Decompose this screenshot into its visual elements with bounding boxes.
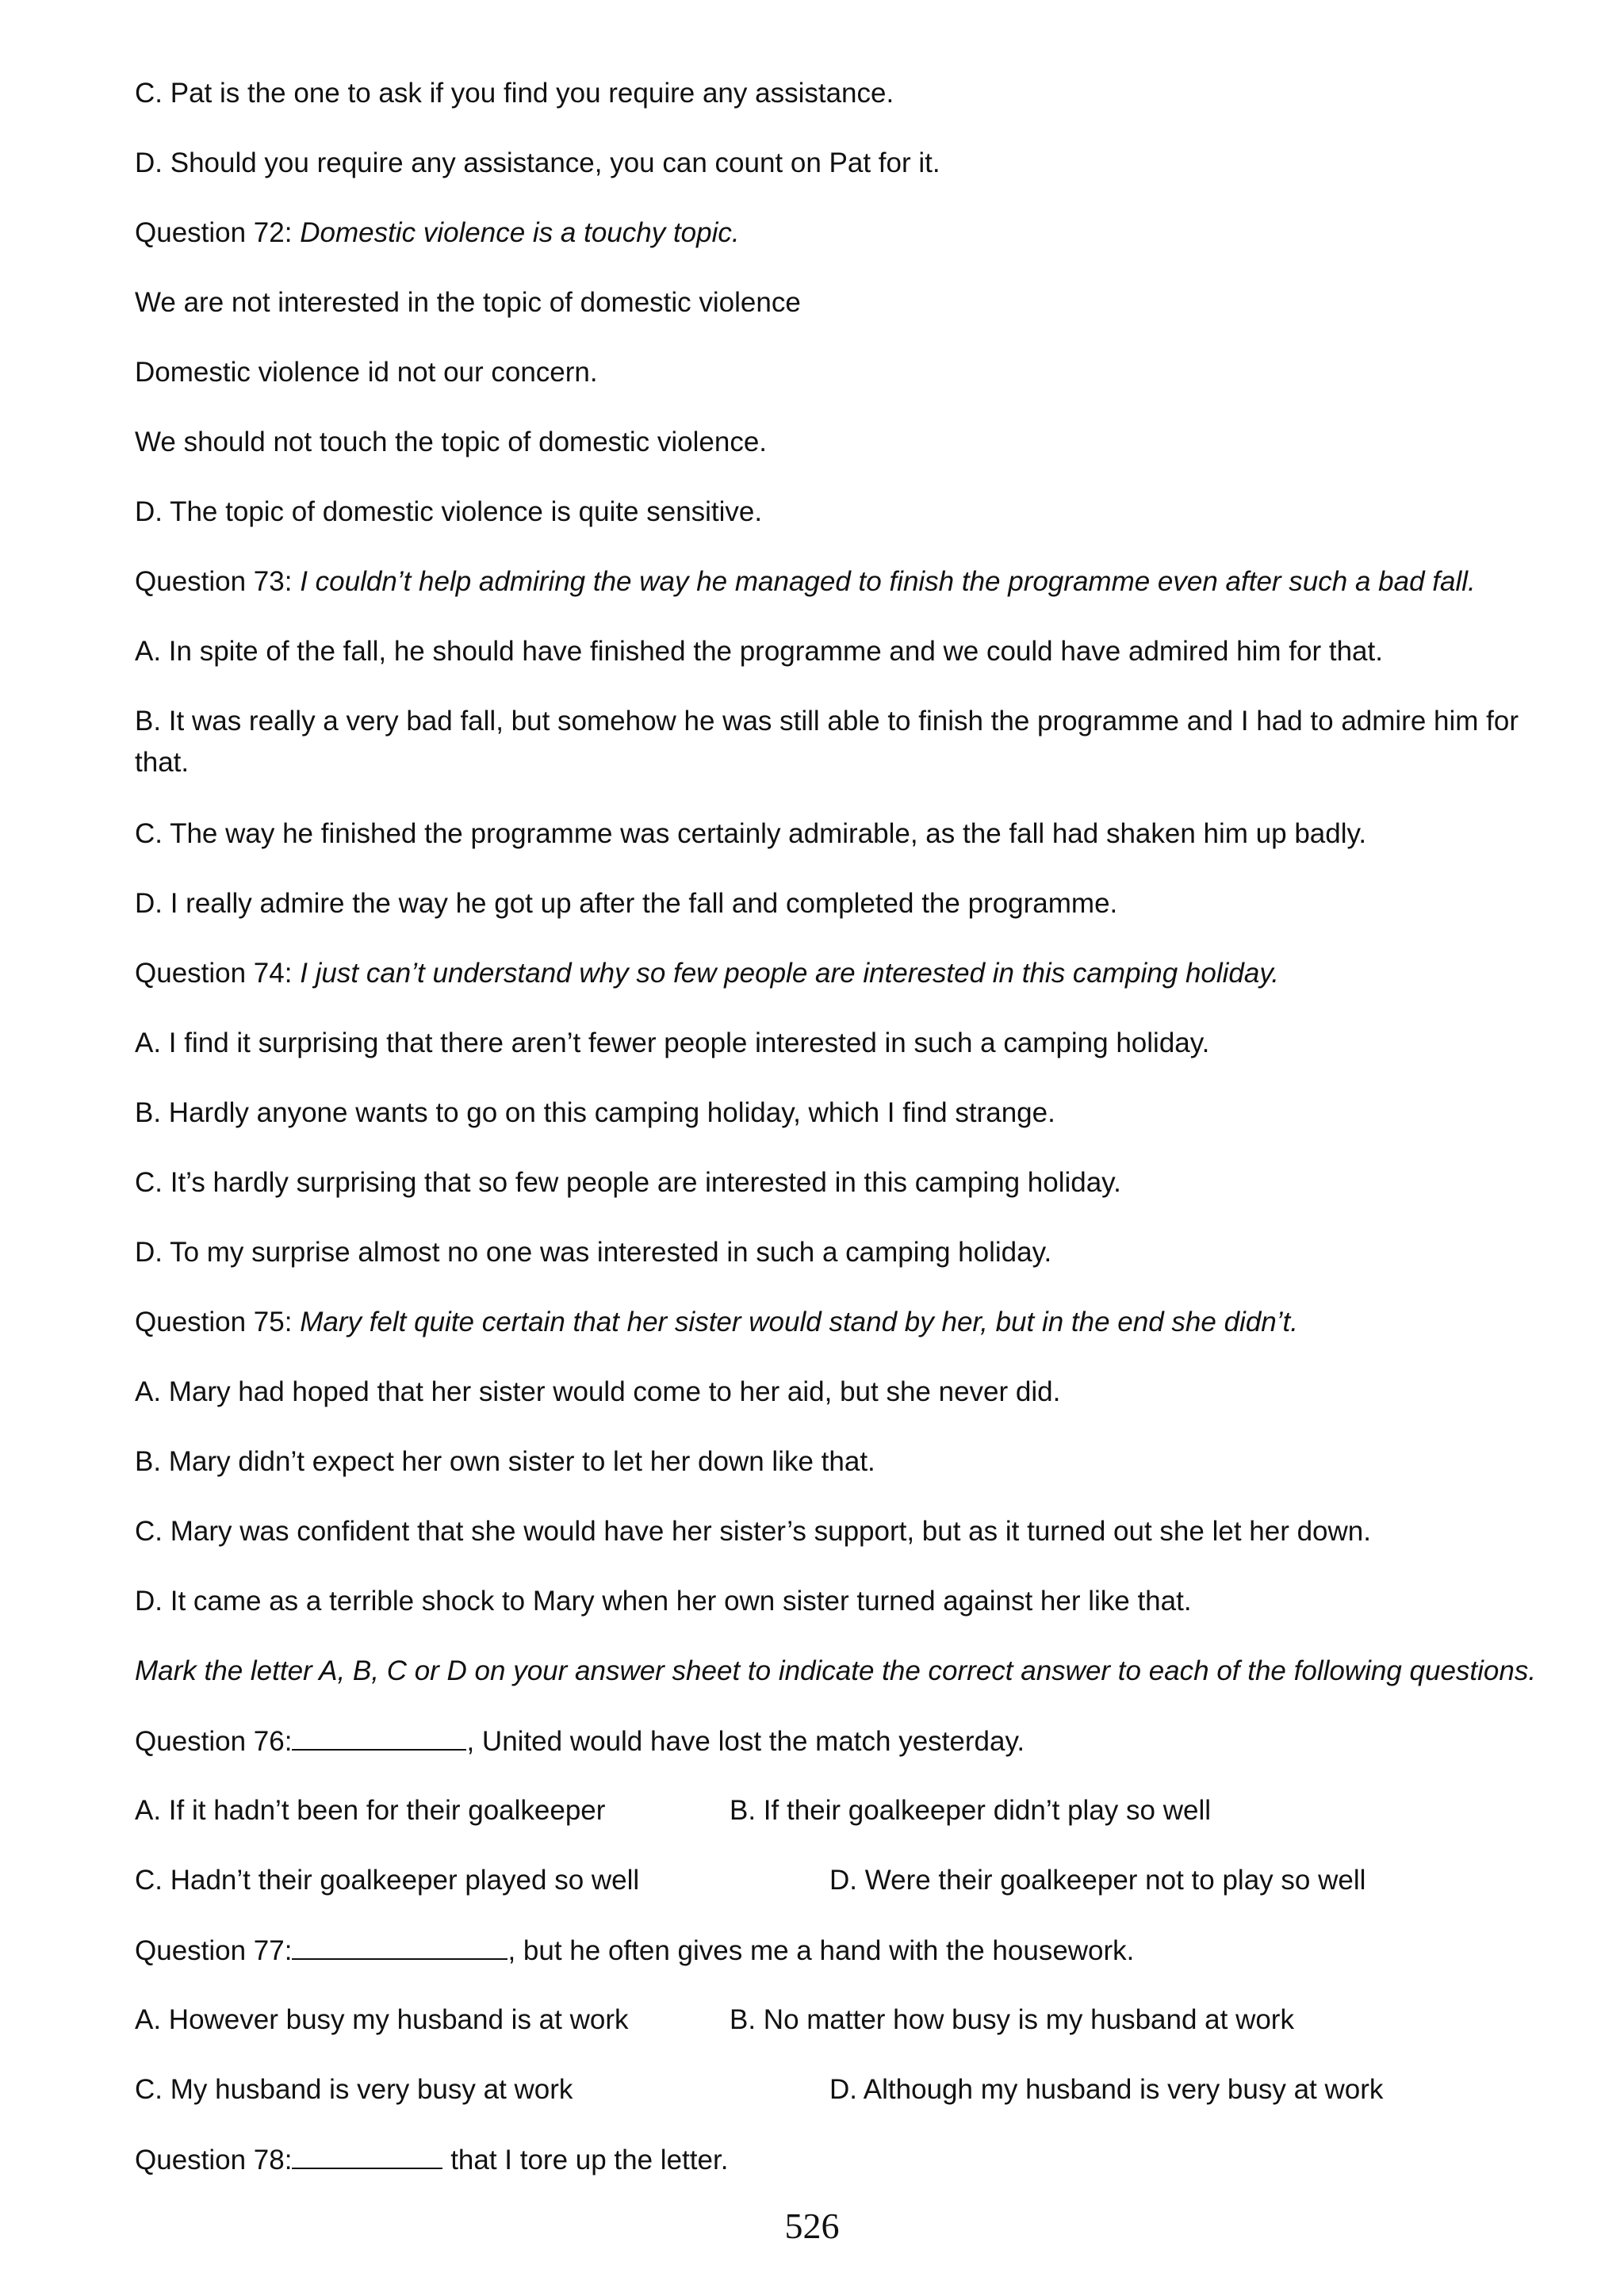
option-a-q75: A. Mary had hoped that her sister would come to her aid, but she never did. [135,1376,1061,1407]
question-label: Question 76: [135,1726,293,1757]
option-d-q74: D. To my surprise almost no one was interested in such a camping holiday. [135,1237,1052,1268]
option-b-q75: B. Mary didn’t expect her own sister to let her down like that. [135,1446,875,1477]
blank-comma: , [508,1935,516,1966]
question-text: that I tore up the letter. [442,2145,729,2175]
option-c-q75: C. Mary was confident that she would have her sister’s support, but as it turned out she let her down. [135,1516,1371,1547]
option-d-q72: D. The topic of domestic violence is quite sensitive. [135,496,763,527]
option-a-q77: A. However busy my husband is at work [135,2004,629,2035]
option-d-q77: D. Although my husband is very busy at work [829,2074,1384,2105]
option-c-q76: C. Hadn’t their goalkeeper played so well [135,1865,640,1896]
option-d-q75: D. It came as a terrible shock to Mary when her own sister turned against her like that. [135,1586,1192,1617]
option-b-q73: B. It was really a very bad fall, but somehow he was still able to finish the programme and I had to admire him for that. [135,706,1519,778]
question-label: Question 77: [135,1935,293,1966]
question-77 [135,1930,1541,1972]
question-label: Question 75: [135,1307,301,1337]
question-text: Mary felt quite certain that her sister would stand by her, but in the end she didn’t. [300,1307,1298,1337]
question-label: Question 73: [135,566,301,597]
question-text: Domestic violence is a touchy topic. [300,217,740,248]
option-a-q73: A. In spite of the fall, he should have finished the programme and we could have admired him for that. [135,636,1383,667]
option-c-q72: We should not touch the topic of domestic violence. [135,427,768,457]
option-a-q74: A. I find it surprising that there aren’t fewer people interested in such a camping holiday. [135,1027,1210,1058]
option-a-q72: We are not interested in the topic of domestic violence [135,287,801,318]
answer-blank [292,1720,466,1751]
option-c-q77: C. My husband is very busy at work [135,2074,573,2105]
question-75 [135,1302,1541,1343]
page-number: 526 [784,2206,840,2246]
question-74 [135,953,1541,994]
question-73 [135,561,1541,603]
option-b-q72: Domestic violence id not our concern. [135,357,598,388]
question-76 [135,1720,1541,1762]
question-text: United would have lost the match yesterday. [474,1726,1025,1757]
option-d-q71: D. Should you require any assistance, you can count on Pat for it. [135,147,940,178]
question-text: I couldn’t help admiring the way he managed to finish the programme even after such a bad fall. [300,566,1476,597]
blank-comma: , [466,1726,475,1757]
option-b-q77: B. No matter how busy is my husband at work [730,2004,1294,2035]
question-78 [135,2139,1541,2181]
question-text: but he often gives me a hand with the housework. [515,1935,1135,1966]
answer-blank [292,1930,508,1960]
question-text: I just can’t understand why so few people are interested in this camping holiday. [300,958,1279,989]
question-72 [135,212,1541,254]
option-b-q76: B. If their goalkeeper didn’t play so well [730,1795,1211,1826]
section-instruction: Mark the letter A, B, C or D on your answer sheet to indicate the correct answer to each of the following questions. [135,1655,1537,1686]
question-label: Question 74: [135,958,301,989]
option-d-q73: D. I really admire the way he got up after the fall and completed the programme. [135,888,1118,919]
answer-blank [292,2139,442,2169]
question-label: Question 72: [135,217,301,248]
option-c-q71: C. Pat is the one to ask if you find you require any assistance. [135,78,894,109]
option-c-q74: C. It’s hardly surprising that so few people are interested in this camping holiday. [135,1167,1121,1198]
option-b-q74: B. Hardly anyone wants to go on this camping holiday, which I find strange. [135,1097,1055,1128]
option-a-q76: A. If it hadn’t been for their goalkeeper [135,1795,606,1826]
option-d-q76: D. Were their goalkeeper not to play so well [829,1865,1366,1896]
option-c-q73: C. The way he finished the programme was certainly admirable, as the fall had shaken him up badly. [135,818,1367,849]
question-label: Question 78: [135,2145,293,2175]
